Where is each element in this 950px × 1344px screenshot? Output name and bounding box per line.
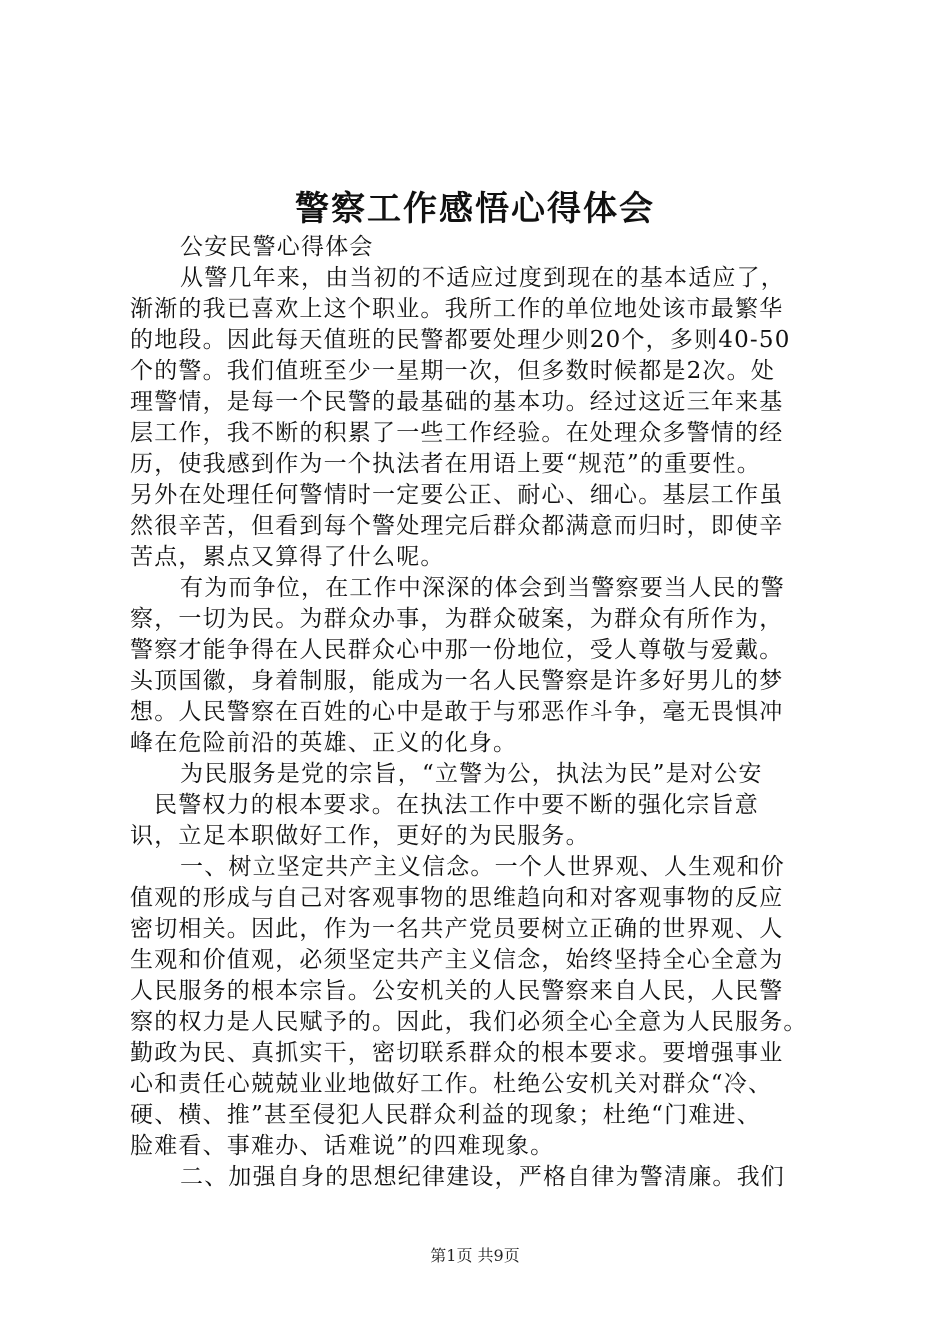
document-title: 警察工作感悟心得体会 — [295, 189, 655, 229]
paragraph-line: 警察才能争得在人民群众心中那一份地位，受人尊敬与爱戴。 — [130, 637, 784, 663]
paragraph-line: 人民服务的根本宗旨。公安机关的人民警察来自人民，人民警 — [130, 978, 784, 1004]
paragraph-line: 心和责任心兢兢业业地做好工作。杜绝公安机关对群众“冷、 — [130, 1071, 773, 1097]
paragraph-line: 察，一切为民。为群众办事，为群众破案，为群众有所作为， — [130, 606, 784, 632]
paragraph-line: 层工作，我不断的积累了一些工作经验。在处理众多警情的经 — [130, 420, 784, 446]
paragraph-line: 理警情，是每一个民警的最基础的基本功。经过这近三年来基 — [130, 389, 784, 415]
paragraph-line: 个的警。我们值班至少一星期一次，但多数时候都是2次。处 — [130, 358, 776, 384]
paragraph-line: 苦点，累点又算得了什么呢。 — [130, 544, 445, 570]
page-footer: 第1页 共9页 — [430, 1246, 520, 1265]
paragraph-line: 一、树立坚定共产主义信念。一个人世界观、人生观和价 — [180, 854, 785, 880]
paragraph-line: 生观和价值观，必须坚定共产主义信念，始终坚持全心全意为 — [130, 947, 784, 973]
paragraph-line: 脸难看、事难办、话难说”的四难现象。 — [130, 1133, 555, 1159]
paragraph-line: 从警几年来，由当初的不适应过度到现在的基本适应了， — [180, 265, 785, 291]
paragraph-line: 的地段。因此每天值班的民警都要处理少则20个，多则40-50 — [130, 327, 791, 353]
paragraph-line: 然很辛苦，但看到每个警处理完后群众都满意而归时，即使辛 — [130, 513, 784, 539]
paragraph-line: 识，立足本职做好工作，更好的为民服务。 — [130, 823, 590, 849]
paragraph-line: 峰在危险前沿的英雄、正义的化身。 — [130, 730, 518, 756]
paragraph-line: 密切相关。因此，作为一名共产党员要树立正确的世界观、人 — [130, 916, 784, 942]
paragraph-line: 民警权力的根本要求。在执法工作中要不断的强化宗旨意 — [154, 792, 759, 818]
paragraph-line: 历，使我感到作为一个执法者在用语上要“规范”的重要性。 — [130, 451, 761, 477]
paragraph-line: 另外在处理任何警情时一定要公正、耐心、细心。基层工作虽 — [130, 482, 784, 508]
paragraph-line: 察的权力是人民赋予的。因此，我们必须全心全意为人民服务。 — [130, 1009, 808, 1035]
paragraph-line: 为民服务是党的宗旨，“立警为公，执法为民”是对公安 — [180, 761, 763, 787]
document-body — [130, 232, 850, 1193]
paragraph-line: 有为而争位，在工作中深深的体会到当警察要当人民的警 — [180, 575, 785, 601]
paragraph-line: 二、加强自身的思想纪律建设，严格自律为警清廉。我们 — [180, 1164, 785, 1190]
paragraph-line: 值观的形成与自己对客观事物的思维趋向和对客观事物的反应 — [130, 885, 784, 911]
paragraph-line: 渐渐的我已喜欢上这个职业。我所工作的单位地处该市最繁华 — [130, 296, 784, 322]
paragraph-line: 公安民警心得体会 — [180, 234, 374, 260]
paragraph-line: 头顶国徽，身着制服，能成为一名人民警察是许多好男儿的梦 — [130, 668, 784, 694]
paragraph-line: 勤政为民、真抓实干，密切联系群众的根本要求。要增强事业 — [130, 1040, 784, 1066]
paragraph-line: 想。人民警察在百姓的心中是敢于与邪恶作斗争，毫无畏惧冲 — [130, 699, 784, 725]
paragraph-line: 硬、横、推”甚至侵犯人民群众利益的现象；杜绝“门难进、 — [130, 1102, 761, 1128]
